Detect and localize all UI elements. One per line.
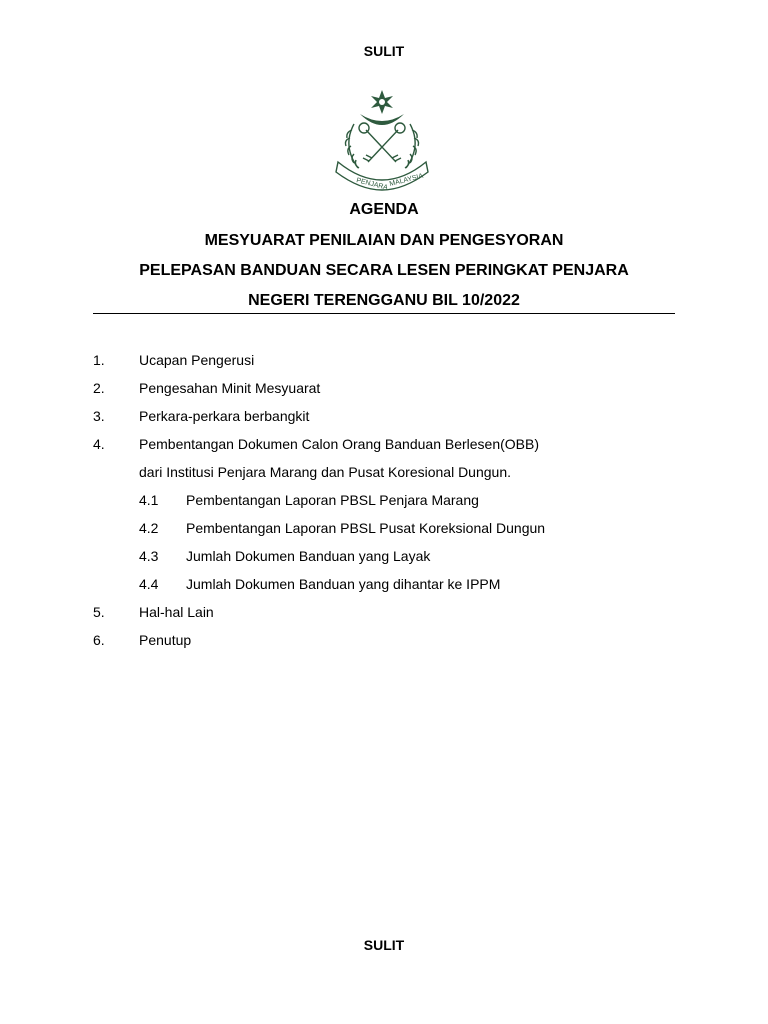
agenda-item-text: Pengesahan Minit Mesyuarat — [139, 380, 321, 396]
agenda-item-text: Ucapan Pengerusi — [139, 352, 255, 368]
agenda-subitem-text: Pembentangan Laporan PBSL Pusat Koreksional Dungun — [186, 520, 546, 536]
agenda-item-continuation-text: dari Institusi Penjara Marang dan Pusat Koresional Dungun. — [139, 464, 511, 480]
agenda-subitem-number: 4.2 — [139, 520, 159, 536]
document-title: AGENDA — [349, 201, 419, 218]
agenda-item-number: 5. — [93, 604, 105, 620]
agenda-item-number: 2. — [93, 380, 105, 396]
agenda-item-number: 6. — [93, 632, 105, 648]
agenda-subitem-text: Jumlah Dokumen Banduan yang Layak — [186, 548, 431, 564]
svg-text:PENJARA: PENJARA — [355, 177, 389, 192]
agenda-item-text: Hal-hal Lain — [139, 604, 214, 620]
svg-text:MALAYSIA: MALAYSIA — [388, 172, 424, 188]
agenda-item-number: 1. — [93, 352, 105, 368]
agenda-subitem-number: 4.3 — [139, 548, 159, 564]
title-divider — [93, 313, 675, 314]
meeting-title-line-1: MESYUARAT PENILAIAN DAN PENGESYORAN — [204, 232, 564, 249]
agenda-subitem-text: Jumlah Dokumen Banduan yang dihantar ke IPPM — [186, 576, 501, 592]
agenda-item-text: Penutup — [139, 632, 192, 648]
agenda-item-text: Perkara-perkara berbangkit — [139, 408, 310, 424]
penjara-malaysia-emblem — [332, 84, 432, 192]
agenda-subitem-number: 4.1 — [139, 492, 159, 508]
agenda-subitem-text: Pembentangan Laporan PBSL Penjara Marang — [186, 492, 479, 508]
meeting-title-line-2: PELEPASAN BANDUAN SECARA LESEN PERINGKAT PENJARA — [139, 262, 629, 279]
agenda-subitem-number: 4.4 — [139, 576, 159, 592]
agenda-item-number: 3. — [93, 408, 105, 424]
agenda-item-text: Pembentangan Dokumen Calon Orang Banduan Berlesen(OBB) — [139, 436, 540, 452]
classification-header: SULIT — [363, 43, 405, 59]
classification-footer: SULIT — [363, 937, 405, 953]
agenda-item-number: 4. — [93, 436, 105, 452]
meeting-title-line-3: NEGERI TERENGGANU BIL 10/2022 — [248, 292, 520, 309]
